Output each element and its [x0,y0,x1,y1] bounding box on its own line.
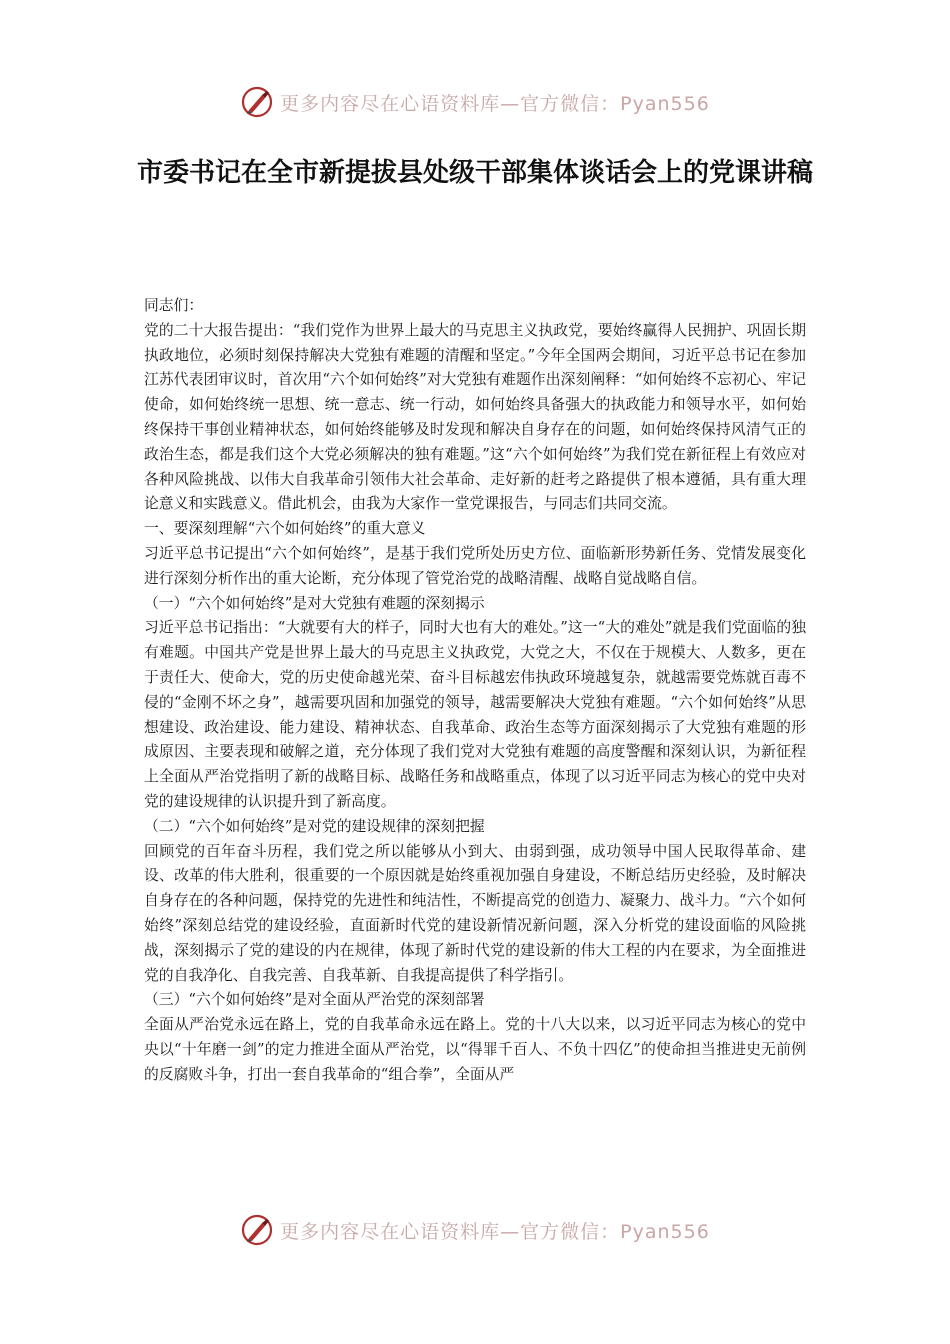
paragraph: 党的二十大报告提出：“我们党作为世界上最大的马克思主义执政党，要始终赢得人民拥护、巩固长期执政地位，必须时刻保持解决大党独有难题的清醒和坚定。”今年全国两会期间，习近平总书记在参加江苏代表团审议时，首次用“六个如何始终”对大党独有难题作出深刻阐释：“如何始终不忘初心、牢记使命，如何始终统一思想、统一意志、统一行动，如何始终具备强大的执政能力和领导水平，如何始终保持干事创业精神状态，如何始终能够及时发现和解决自身存在的问题，如何始终保持风清气正的政治生态，都是我们这个大党必须解决的独有难题。”这“六个如何始终”为我们党在新征程上有效应对各种风险挑战、以伟大自我革命引领伟大社会革命、走好新的赶考之路提供了根本遵循，具有重大理论意义和实践意义。借此机会，由我为大家作一堂党课报告，与同志们共同交流。 [144,321,806,513]
banner-text: 更多内容尽在心语资料库—官方微信：Pyan556 [280,1220,710,1243]
paragraph: 习近平总书记提出“六个如何始终”，是基于我们党所处历史方位、面临新形势新任务、党情发展变化进行深刻分析作出的重大论断，充分体现了管党治党的战略清醒、战略自觉战略自信。 [144,544,806,587]
pen-logo-icon [240,85,274,119]
subsection-heading: （二）“六个如何始终”是对党的建设规律的深刻把握 [144,817,485,835]
document-body [144,294,806,1088]
subsection-heading: （三）“六个如何始终”是对全面从严治党的深刻部署 [144,991,485,1009]
header-banner [0,80,950,124]
paragraph: 同志们： [144,297,204,314]
subsection-heading: （一）“六个如何始终”是对大党独有难题的深刻揭示 [144,594,485,612]
footer-banner [0,1208,950,1252]
section-heading: 一、要深刻理解“六个如何始终”的重大意义 [144,520,426,538]
paragraph: 习近平总书记指出：“大就要有大的样子，同时大也有大的难处。”这一“大的难处”就是我们党面临的独有难题。中国共产党是世界上最大的马克思主义执政党，大党之大，不仅在于规模大、人数多，更在于责任大、使命大，党的历史使命越光荣、奋斗目标越宏伟执政环境越复杂，就越需要党炼就百毒不侵的“金刚不坏之身”，越需要巩固和加强党的领导，越需要解决大党独有难题。“六个如何始终”从思想建设、政治建设、能力建设、精神状态、自我革命、政治生态等方面深刻揭示了大党独有难题的形成原因、主要表现和破解之道，充分体现了我们党对大党独有难题的高度警醒和深刻认识，为新征程上全面从严治党指明了新的战略目标、战略任务和战略重点，体现了以习近平同志为核心的党中央对党的建设规律的认识提升到了新高度。 [144,619,806,810]
paragraph: 全面从严治党永远在路上，党的自我革命永远在路上。党的十八大以来，以习近平同志为核心的党中央以“十年磨一剑”的定力推进全面从严治党，以“得罪千百人、不负十四亿”的使命担当推进史无前例的反腐败斗争，打出一套自我革命的“组合拳”，全面从严 [144,1016,806,1083]
paragraph: 回顾党的百年奋斗历程，我们党之所以能够从小到大、由弱到强，成功领导中国人民取得革命、建设、改革的伟大胜利，很重要的一个原因就是始终重视加强自身建设，不断总结历史经验，及时解决自身存在的各种问题，保持党的先进性和纯洁性，不断提高党的创造力、凝聚力、战斗力。“六个如何始终”深刻总结党的建设经验，直面新时代党的建设新情况新问题，深入分析党的建设面临的风险挑战，深刻揭示了党的建设的内在规律，体现了新时代党的建设新的伟大工程的内在要求，为全面推进党的自我净化、自我完善、自我革新、自我提高提供了科学指引。 [144,842,806,984]
document-title: 市委书记在全市新提拔县处级干部集体谈话会上的党课讲稿 [136,158,813,188]
pen-logo-icon [240,1213,274,1247]
banner-text: 更多内容尽在心语资料库—官方微信：Pyan556 [280,92,710,115]
